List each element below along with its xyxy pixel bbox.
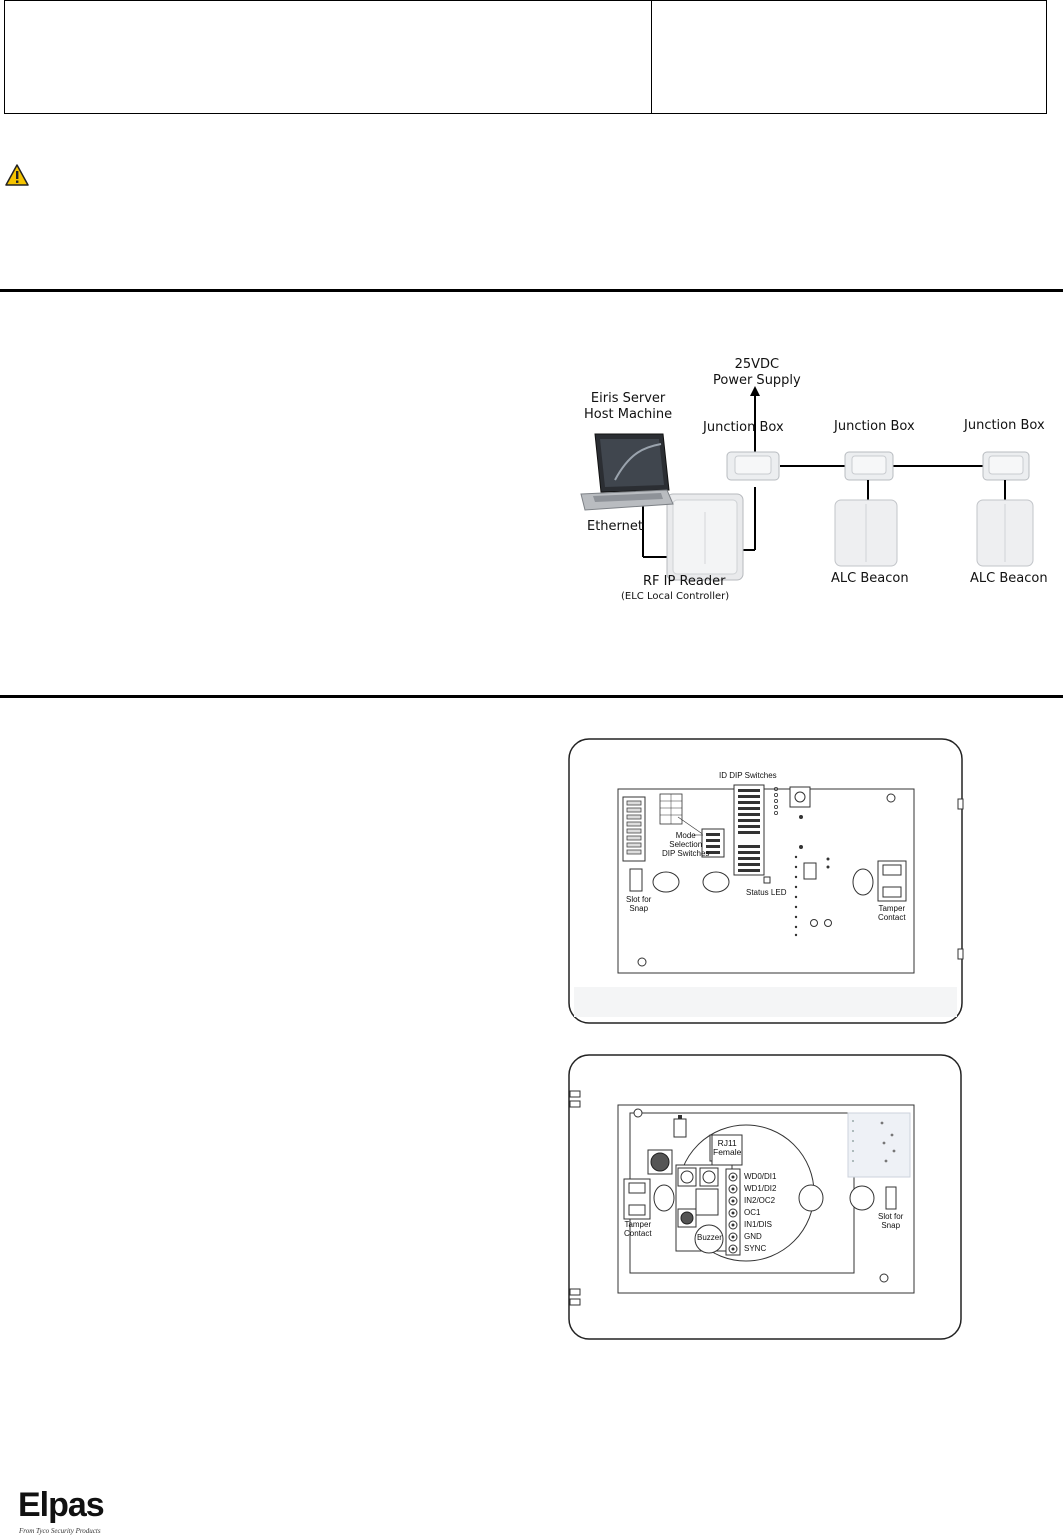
beacon-2-label: ALC Beacon — [970, 571, 1048, 586]
header-table — [4, 0, 1047, 114]
reader-device — [667, 494, 743, 580]
reader-label: RF IP Reader — [643, 574, 726, 589]
terminal-label: SYNC — [744, 1244, 767, 1253]
terminal-label: WD1/DI2 — [744, 1184, 777, 1193]
rj11-label: RJ11 Female — [713, 1138, 742, 1157]
logo-tagline: From Tyco Security Products — [19, 1527, 101, 1535]
terminal-label: GND — [744, 1232, 762, 1241]
junction-box-2-label: Junction Box — [834, 419, 915, 434]
beacon-1-label: ALC Beacon — [831, 571, 909, 586]
ethernet-label: Ethernet — [587, 519, 643, 534]
terminal-label: IN1/DIS — [744, 1220, 773, 1229]
junction-box-3-label: Junction Box — [964, 418, 1045, 433]
mode-dip-label: Mode Selection DIP Switches — [662, 831, 710, 858]
laptop-device — [581, 434, 673, 510]
slot-label: Slot for Snap — [878, 1212, 904, 1230]
id-dip-label: ID DIP Switches — [719, 771, 777, 780]
power-supply-label: 25VDC Power Supply — [713, 357, 801, 388]
tamper-label: Tamper Contact — [878, 904, 906, 922]
junction-box-2-device — [845, 452, 893, 480]
section-rule-2 — [0, 695, 1063, 698]
tamper-label: Tamper Contact — [624, 1220, 652, 1238]
terminal-list — [744, 1171, 804, 1255]
server-label: Eiris Server Host Machine — [584, 391, 673, 422]
junction-box-1-device — [727, 452, 779, 480]
junction-box-1-label: Junction Box — [703, 420, 784, 435]
section-rule-1 — [0, 289, 1063, 292]
status-led-label: Status LED — [746, 888, 787, 897]
board-top-figure — [566, 737, 966, 1027]
buzzer-label: Buzzer — [697, 1233, 722, 1242]
slot-label: Slot for Snap — [626, 895, 652, 913]
logo-text: Elpas — [18, 1486, 104, 1524]
board-bottom-figure — [566, 1053, 966, 1343]
terminal-label: WD0/DI1 — [744, 1172, 777, 1181]
beacon-1-device — [835, 500, 897, 566]
reader-sub-label: (ELC Local Controller) — [621, 591, 730, 602]
company-logo — [18, 1486, 104, 1525]
warning-icon — [5, 164, 29, 186]
terminal-label: OC1 — [744, 1208, 761, 1217]
table-divider — [651, 1, 652, 113]
junction-box-3-device — [983, 452, 1029, 480]
network-diagram — [575, 352, 1055, 612]
beacon-2-device — [977, 500, 1033, 566]
terminal-label: IN2/OC2 — [744, 1196, 776, 1205]
